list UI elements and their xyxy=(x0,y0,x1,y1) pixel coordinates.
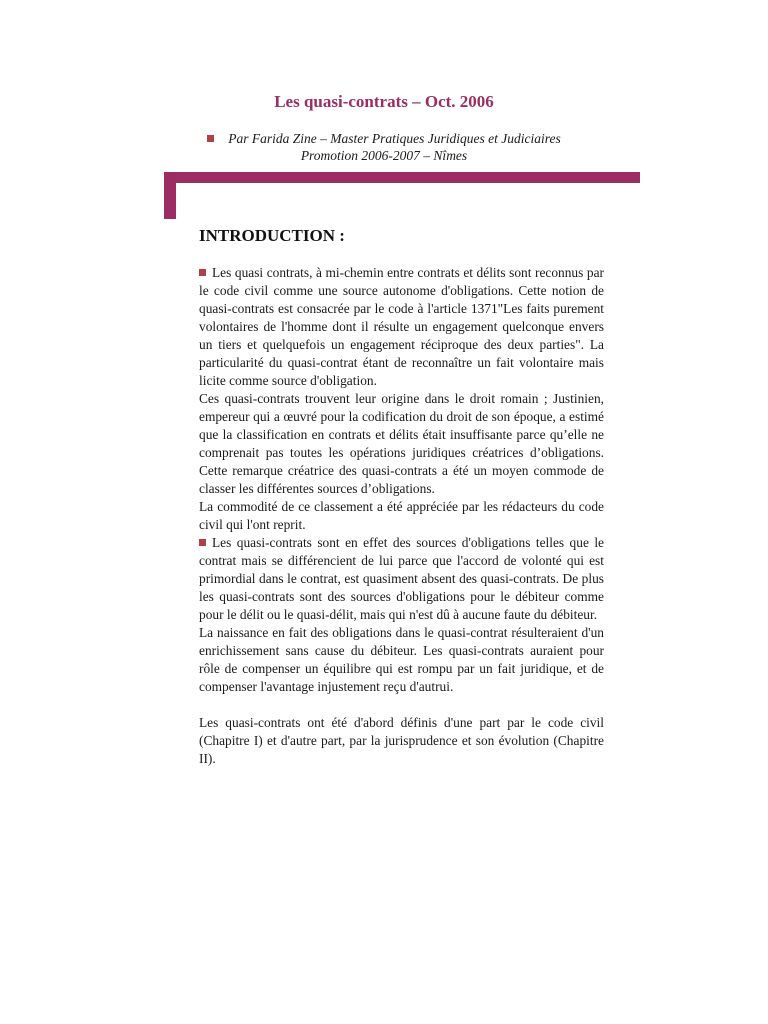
bullet-icon xyxy=(199,539,206,546)
document-title: Les quasi-contrats – Oct. 2006 xyxy=(274,92,494,111)
decorative-rule-vertical xyxy=(164,172,176,219)
body-text xyxy=(199,264,604,768)
bullet-icon xyxy=(199,269,206,276)
paragraph-5: La naissance en fait des obligations dans le quasi-contrat résulteraient d'un enrichissement sans cause du débiteur. Les quasi-contrats auraient pour rôle de compenser un équilibre qui est rompu par un fait juridique, et de compenser l'avantage injustement reçu d'autrui. xyxy=(199,625,604,694)
paragraph-3: La commodité de ce classement a été appréciée par les rédacteurs du code civil qui l'ont reprit. xyxy=(199,499,604,532)
bullet-icon xyxy=(207,135,214,142)
paragraph-6: Les quasi-contrats ont été d'abord définis d'une part par le code civil (Chapitre I) et d'autre part, par la jurisprudence et son évolution (Chapitre II). xyxy=(199,715,604,766)
byline-line-2: Promotion 2006-2007 – Nîmes xyxy=(300,148,468,163)
decorative-rule-horizontal xyxy=(164,172,640,183)
byline-line-1 xyxy=(0,130,768,147)
paragraph-2: Ces quasi-contrats trouvent leur origine dans le droit romain ; Justinien, empereur qui a œuvré pour la codification du droit de son époque, a estimé que la classification en contrats et délits était insuffisante parce qu’elle ne comprenait pas toutes les opérations juridiques créatrices d’obligations. Cette remarque créatrice des quasi-contrats a été un moyen commode de classer les différentes sources d’obligations. xyxy=(199,391,604,496)
paragraph-4: Les quasi-contrats sont en effet des sources d'obligations telles que le contrat mais se différencient de lui parce que l'accord de volonté qui est primordial dans le contrat, est quasiment absent des quasi-contrats. De plus les quasi-contrats sont des sources d'obligations pour le débiteur comme pour le délit ou le quasi-délit, mais qui n'est dû à aucune faute du débiteur. xyxy=(199,535,604,622)
byline xyxy=(0,130,768,164)
paragraph-1: Les quasi contrats, à mi-chemin entre contrats et délits sont reconnus par le code civil comme une source autonome d'obligations. Cette notion de quasi-contrats est consacrée par le code à l'article 1371"Les faits purement volontaires de l'homme dont il résulte un engagement quelconque envers un tiers et quelquefois un engagement réciproque des deux parties". La particularité du quasi-contrat étant de reconnaître un fait volontaire mais licite comme source d'obligation. xyxy=(199,265,604,388)
section-heading: INTRODUCTION : xyxy=(199,226,345,245)
byline-author: Par Farida Zine – Master Pratiques Juridiques et Judiciaires xyxy=(228,131,561,146)
